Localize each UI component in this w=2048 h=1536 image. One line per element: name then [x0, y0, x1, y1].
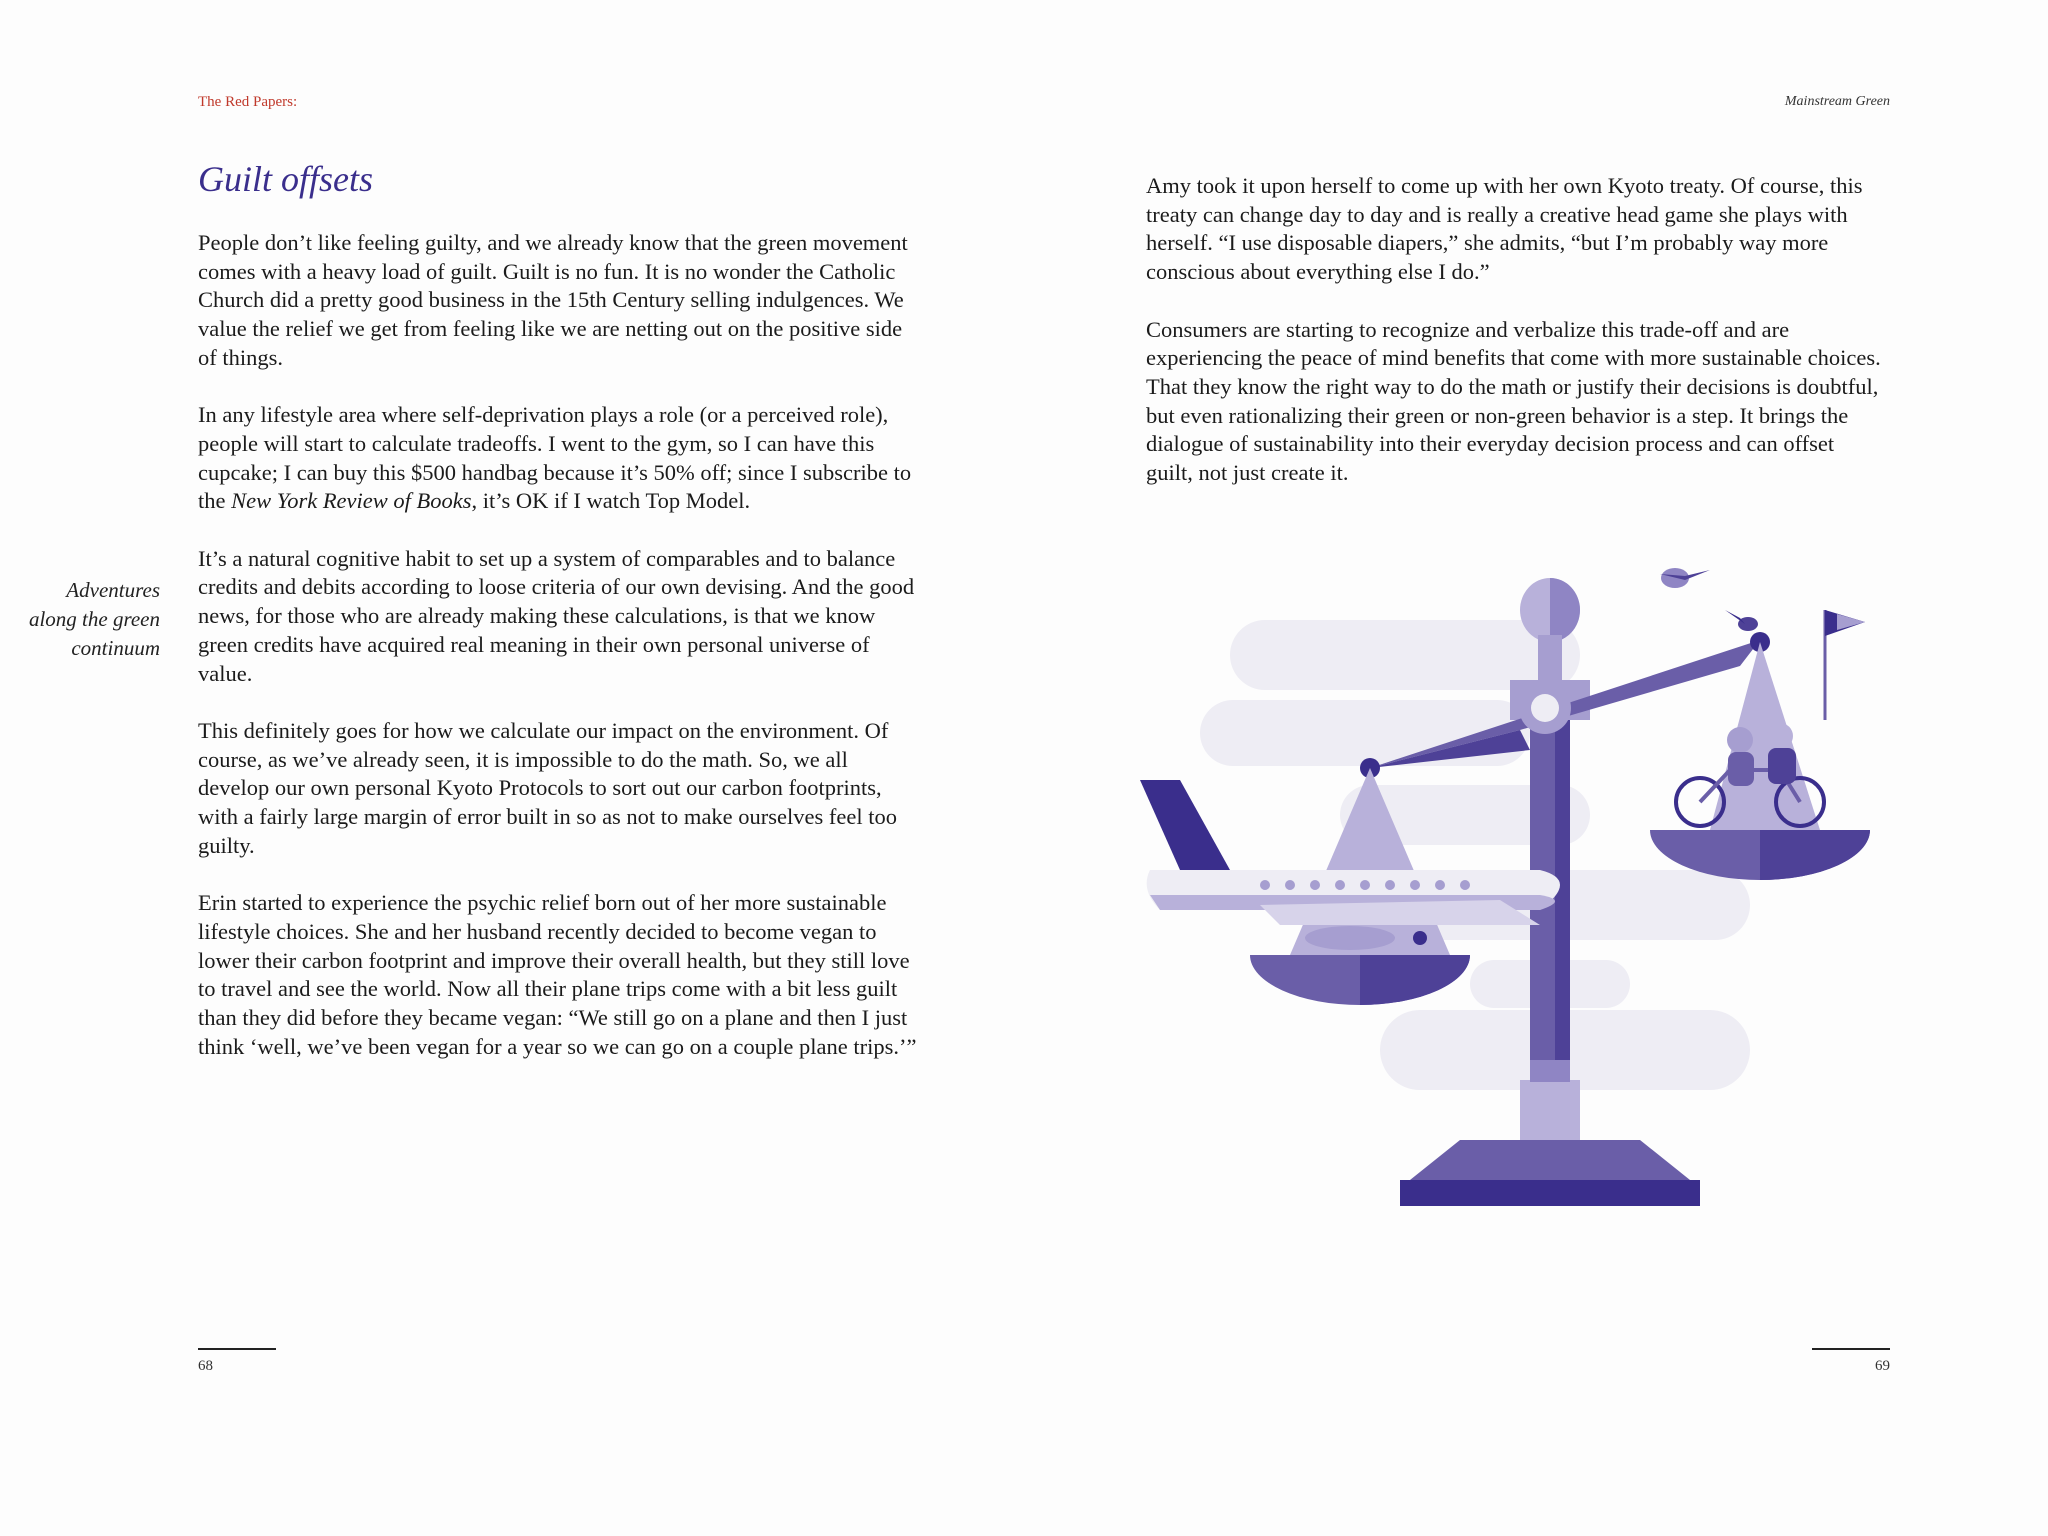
running-head-left: The Red Papers: — [198, 94, 298, 110]
left-body-text — [198, 229, 918, 1090]
paragraph-2-text-a: In any lifestyle area where self-deprivation plays a role (or a perceived role), people will start to calculate tradeoffs. I went to the gym, so I can have this cupcake; I can buy this $500 handbag because it’s 50% off; since I subscribe to the — [198, 402, 912, 514]
margin-note — [20, 576, 160, 663]
right-body-text — [1146, 172, 1886, 516]
paragraph-2-text-b: , it’s OK if I watch Top Model. — [471, 488, 751, 514]
margin-note-line-2: along the green — [28, 607, 160, 631]
margin-note-line-1: Adventures — [66, 578, 160, 602]
paragraph-1: People don’t like feeling guilty, and we already know that the green movement comes with a heavy load of guilt. Guilt is no fun. It is no wonder the Catholic Church did a pretty good business in the 15th Century selling indulgences. We value the relief we get from feeling like we are netting out on the positive side of things. — [198, 230, 908, 370]
right-paragraph-1: Amy took it upon herself to come up with her own Kyoto treaty. Of course, this treaty can change day to day and is really a creative head game she plays with herself. “I use disposable diapers,” she admits, “but I’m probably way more conscious about everything else I do.” — [1146, 173, 1863, 285]
margin-note-line-3: continuum — [71, 636, 160, 660]
paragraph-5: Erin started to experience the psychic relief born out of her more sustainable lifestyle choices. She and her husband recently decided to become vegan to lower their carbon footprint and improve their overall health, but they still love to travel and see the world. Now all their plane trips come with a bit less guilt than they did before they became vegan: “We still go on a plane and then I just think ‘well, we’ve been vegan for a year so we can go on a couple plane trips.’” — [198, 890, 917, 1059]
paragraph-2 — [198, 401, 918, 516]
footer-rule-left — [198, 1348, 276, 1350]
page-number-left: 68 — [198, 1358, 213, 1374]
footer-rule-right — [1812, 1348, 1890, 1350]
scale-illustration — [1140, 540, 1880, 1240]
right-paragraph-2: Consumers are starting to recognize and verbalize this trade-off and are experiencing the peace of mind benefits that come with more sustainable choices. That they know the right way to do the math or justify their decisions is doubtful, but even rationalizing their green or non-green behavior is a step. It brings the dialogue of sustainability into their everyday decision process and can offset guilt, not just create it. — [1146, 316, 1881, 486]
book-title-italic: New York Review of Books — [231, 488, 472, 514]
flag-icon — [1825, 610, 1865, 720]
paragraph-4: This definitely goes for how we calculate our impact on the environment. Of course, as we’ve already seen, it is impossible to do the math. So, we all develop our own personal Kyoto Protocols to sort out our carbon footprints, with a fairly large margin of error built in so as not to make ourselves feel too guilty. — [198, 717, 897, 858]
running-head-right: Mainstream Green — [1784, 94, 1890, 109]
paragraph-3: It’s a natural cognitive habit to set up a system of comparables and to balance credits and debits according to loose criteria of our own devising. And the good news, for those who are already making these calculations, is that we know green credits have acquired real meaning in their own personal universe of value. — [198, 545, 915, 686]
section-title: Guilt offsets — [198, 159, 374, 199]
page-number-right: 69 — [1875, 1358, 1890, 1374]
bird-icon — [1660, 568, 1758, 631]
